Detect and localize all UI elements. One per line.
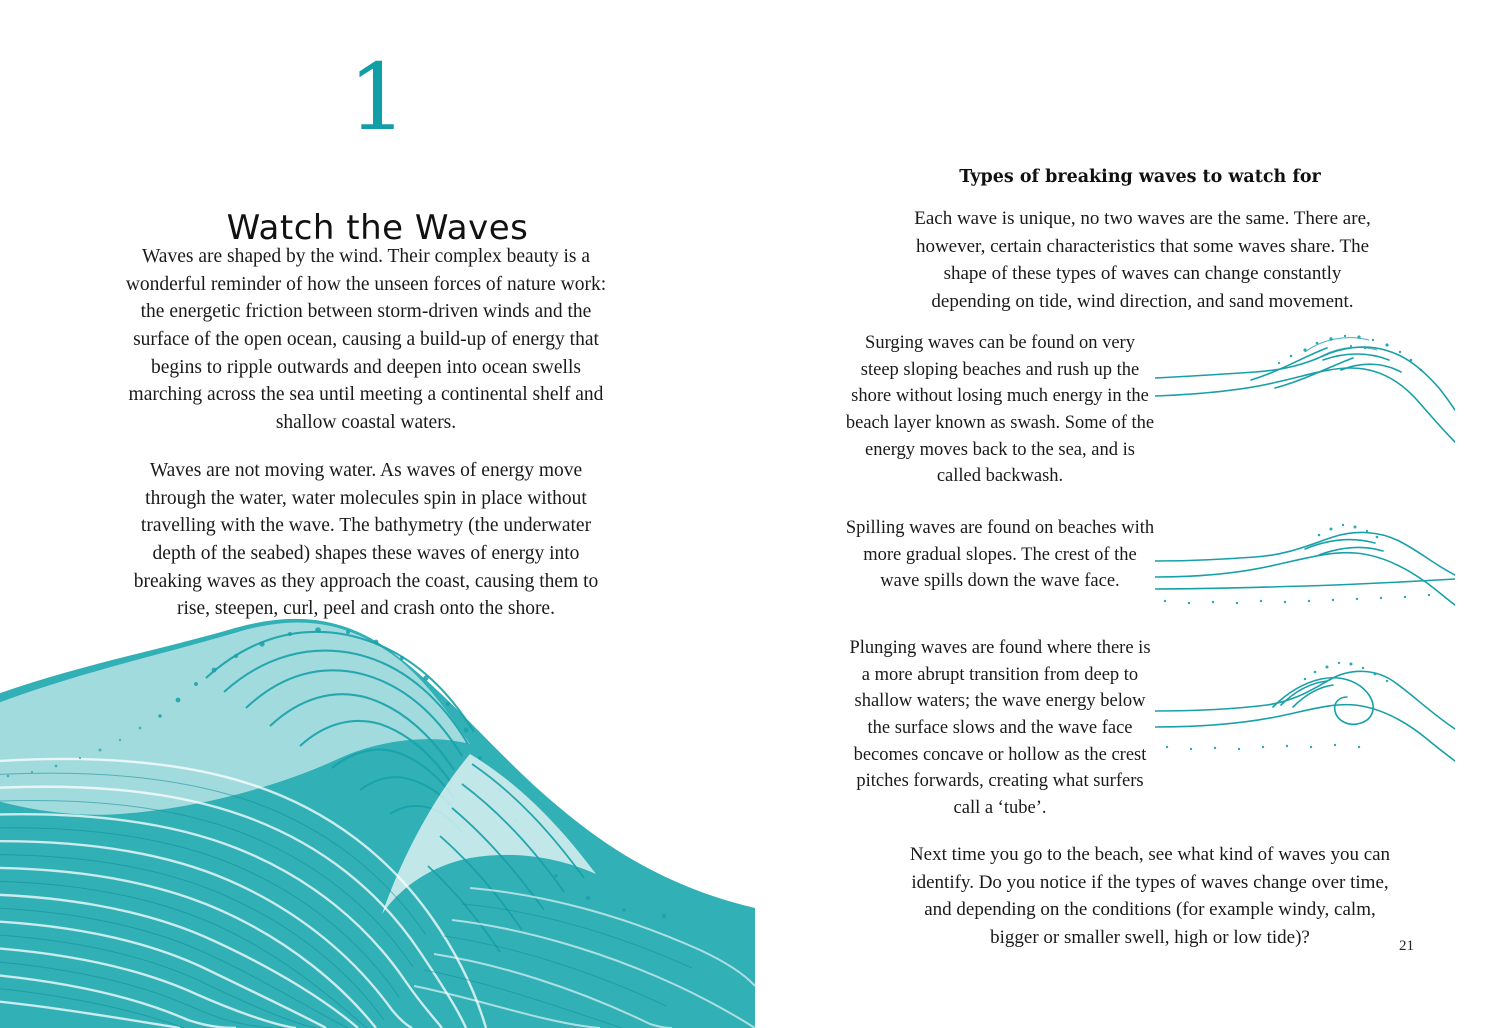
- surging-wave-description: Surging waves can be found on very steep sloping beaches and rush up the shore without losing much energy in the beach layer known as swash. Some of the energy moves back to the sea, and is called backwash.: [845, 333, 1155, 487]
- left-body-text: [120, 243, 612, 623]
- surging-wave-diagram: [1155, 330, 1485, 470]
- page-title: Watch the Waves: [226, 207, 529, 248]
- paragraph: Waves are not moving water. As waves of energy move through the water, water molecules spin in place without travelling with the wave. The bathymetry (the underwater depth of the seabed) shapes these waves of energy into breaking waves as they approach the coast, causing them to rise, steepen, curl, peel and crash onto the shore.: [133, 459, 599, 620]
- paragraph: Waves are shaped by the wind. Their complex beauty is a wonderful reminder of how the unseen forces of nature work: the energetic friction between storm-driven winds and the surface of the open ocean, causing a build-up of energy that begins to ripple outwards and deepen into ocean swells marching across the sea until meeting a continental shelf and shallow coastal waters.: [125, 246, 607, 434]
- outro-paragraph: Next time you go to the beach, see what kind of waves you can identify. Do you notice if the types of waves change over time, and depending on the conditions (for example windy, calm, bigger or smaller swell, high or low tide)?: [909, 844, 1391, 948]
- list-item: [755, 330, 1500, 515]
- breaking-wave-illustration: [0, 558, 755, 1028]
- section-heading: Types of breaking waves to watch for: [959, 166, 1321, 187]
- spilling-wave-description: Spilling waves are found on beaches with more gradual slopes. The crest of the wave spills down the wave face.: [845, 518, 1155, 592]
- spilling-wave-diagram: [1155, 515, 1485, 625]
- plunging-wave-description: Plunging waves are found where there is a more abrupt transition from deep to shallow waters; the wave energy below the surface slows and the wave face becomes concave or hollow as the crest pitches forwards, creating what surfers call a ‘tube’.: [849, 638, 1151, 818]
- chapter-number: 1: [348, 44, 407, 151]
- list-item: [755, 515, 1500, 635]
- page-number: 21: [1399, 938, 1414, 954]
- wave-type-list: [755, 330, 1500, 835]
- intro-paragraph: Each wave is unique, no two waves are the same. There are, however, certain characteristics that some waves share. The shape of these types of waves can change constantly depending on tide, wind direction, and sand movement.: [914, 208, 1371, 312]
- plunging-wave-diagram: [1155, 635, 1485, 785]
- right-page: [755, 0, 1500, 1028]
- list-item: [755, 635, 1500, 835]
